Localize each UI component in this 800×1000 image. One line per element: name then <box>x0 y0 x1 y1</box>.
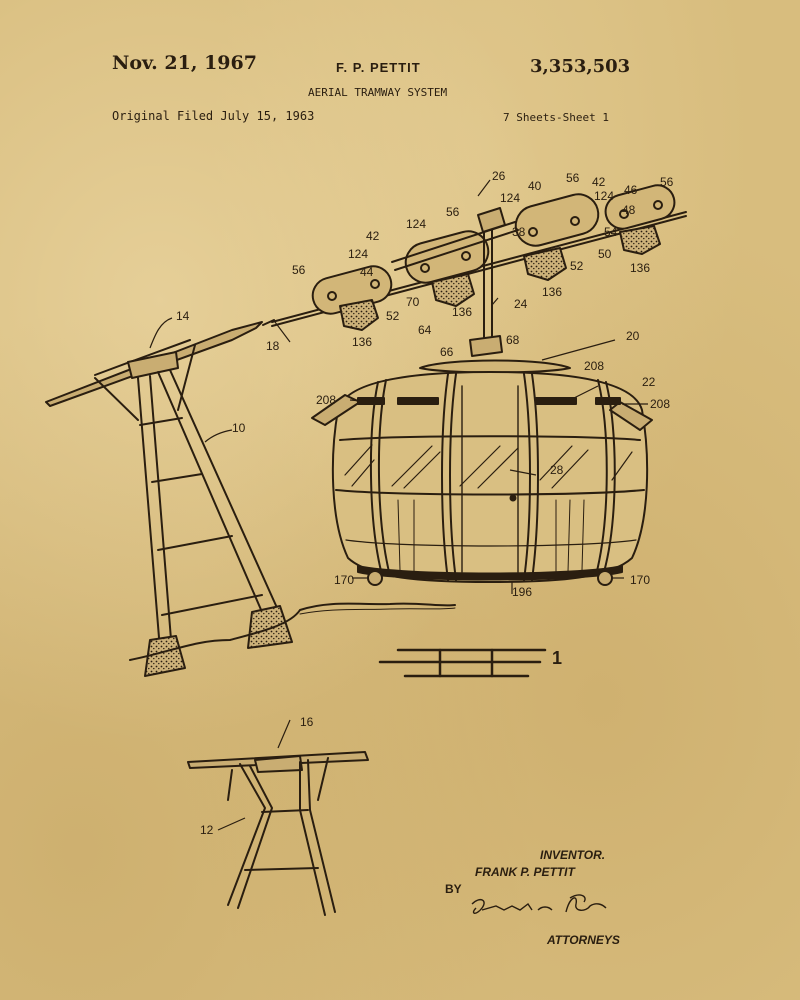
ref-48: 48 <box>622 203 636 217</box>
attorneys-label: ATTORNEYS <box>547 933 620 947</box>
ref-44: 44 <box>360 265 374 279</box>
ref-52-b: 52 <box>570 259 584 273</box>
ref-124-d: 124 <box>594 189 615 203</box>
ref-46: 46 <box>624 183 638 197</box>
ref-56-a: 56 <box>292 263 306 277</box>
ref-124-b: 124 <box>406 217 427 231</box>
ref-56-c: 56 <box>566 171 580 185</box>
ref-68: 68 <box>506 333 520 347</box>
ref-136-d: 136 <box>630 261 651 275</box>
ref-24: 24 <box>514 297 528 311</box>
ref-42-a: 42 <box>366 229 380 243</box>
inventor-role-label: INVENTOR. <box>540 848 606 862</box>
figure-number: 1 <box>552 648 563 668</box>
ref-136-a: 136 <box>352 335 373 349</box>
ref-12: 12 <box>200 823 214 837</box>
ref-208-c: 208 <box>650 397 671 411</box>
attorney-signature <box>472 895 606 913</box>
ref-170-b: 170 <box>630 573 651 587</box>
ref-22: 22 <box>642 375 656 389</box>
patent-number: 3,353,503 <box>530 56 631 77</box>
ref-208-a: 208 <box>316 393 337 407</box>
cabin-20 <box>312 361 652 586</box>
ref-66: 66 <box>440 345 454 359</box>
sheet-count: 7 Sheets-Sheet 1 <box>503 111 609 124</box>
ref-56-b: 56 <box>446 205 460 219</box>
ref-38: 38 <box>512 225 526 239</box>
patent-title: AERIAL TRAMWAY SYSTEM <box>308 86 448 99</box>
ref-56-d: 56 <box>660 175 674 189</box>
ref-42-b: 42 <box>592 175 606 189</box>
ref-50: 50 <box>598 247 612 261</box>
ref-26: 26 <box>492 169 506 183</box>
inventor-header: F. P. PETTIT <box>336 60 421 75</box>
ref-14: 14 <box>176 309 190 323</box>
ref-52-a: 52 <box>386 309 400 323</box>
tower-12 <box>188 752 368 915</box>
ref-18: 18 <box>266 339 280 353</box>
ref-54: 54 <box>604 225 618 239</box>
figure-label-mark <box>380 650 545 676</box>
patent-date: Nov. 21, 1967 <box>112 52 257 74</box>
ref-208-b: 208 <box>584 359 605 373</box>
ref-28: 28 <box>550 463 564 477</box>
ref-124-c: 124 <box>500 191 521 205</box>
ref-136-b: 136 <box>452 305 473 319</box>
ref-136-c: 136 <box>542 285 563 299</box>
ref-64: 64 <box>418 323 432 337</box>
ref-170-a: 170 <box>334 573 355 587</box>
inventor-name: FRANK P. PETTIT <box>475 865 575 879</box>
ref-20: 20 <box>626 329 640 343</box>
filing-date: Original Filed July 15, 1963 <box>112 109 315 123</box>
ref-70: 70 <box>406 295 420 309</box>
by-label: BY <box>445 882 462 896</box>
ref-40: 40 <box>528 179 542 193</box>
ref-16: 16 <box>300 715 314 729</box>
ref-10: 10 <box>232 421 246 435</box>
ref-196: 196 <box>512 585 533 599</box>
ref-124-a: 124 <box>348 247 369 261</box>
